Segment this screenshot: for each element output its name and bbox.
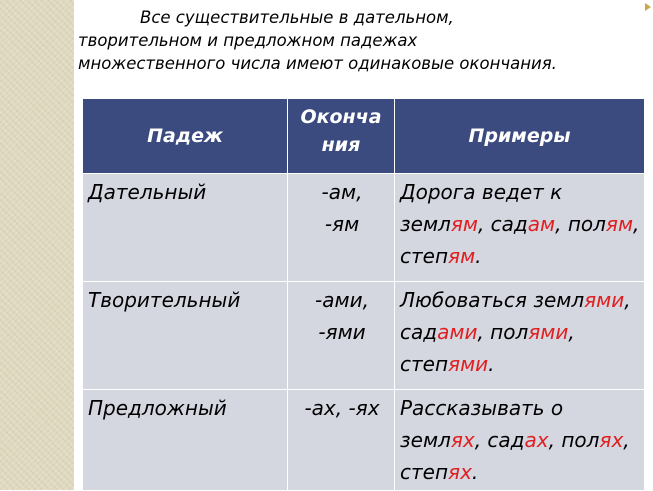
example-word-ending: ах: [524, 428, 549, 452]
example-word-ending: ям: [448, 244, 476, 268]
endings-table: [82, 98, 645, 491]
example-word-stem: сад: [487, 428, 525, 452]
example-cell: [395, 390, 645, 491]
example-separator: ,: [568, 320, 575, 344]
table-row: [83, 282, 645, 390]
example-separator: .: [475, 244, 482, 268]
ending-cell: -ам, -ям: [288, 174, 395, 282]
example-word-ending: ями: [528, 320, 569, 344]
example-word-ending: ям: [605, 212, 634, 236]
example-word-stem: пол: [561, 428, 600, 452]
example-cell: [395, 282, 645, 390]
example-word-ending: ями: [448, 352, 489, 376]
example-separator: ,: [474, 428, 488, 452]
example-lead: Рассказывать о: [400, 396, 564, 420]
example-word-stem: степ: [400, 460, 449, 484]
example-word-stem: степ: [400, 352, 449, 376]
example-word-stem: сад: [400, 320, 438, 344]
example-word-ending: ях: [450, 428, 475, 452]
example-word-ending: ям: [450, 212, 478, 236]
example-lead: Дорога ведет к: [400, 180, 563, 204]
example-cell: [395, 174, 645, 282]
example-separator: .: [488, 352, 495, 376]
example-separator: ,: [477, 212, 491, 236]
example-word-stem: пол: [567, 212, 606, 236]
example-word-stem: земл: [400, 428, 451, 452]
table-row: [83, 174, 645, 282]
example-word-stem: земл: [400, 212, 451, 236]
example-lead: Любоваться: [400, 288, 534, 312]
table-header-row: [83, 99, 645, 174]
example-word-ending: ях: [599, 428, 624, 452]
example-separator: ,: [555, 212, 568, 236]
table-row: [83, 390, 645, 491]
example-word-ending: ях: [448, 460, 472, 484]
example-separator: ,: [623, 428, 630, 452]
ending-cell: -ами, -ями: [288, 282, 395, 390]
example-word-stem: сад: [490, 212, 528, 236]
header-endings-label: Оконча ния: [300, 106, 382, 156]
example-separator: ,: [633, 212, 640, 236]
example-word-stem: пол: [490, 320, 529, 344]
case-name-cell: Дательный: [83, 174, 288, 282]
case-name-cell: Творительный: [83, 282, 288, 390]
example-separator: ,: [477, 320, 491, 344]
example-word-stem: земл: [533, 288, 585, 312]
intro-text: Все существительные в дательном, творительном и предложном падежах множественного числа имеют одинаковые окончания.: [78, 8, 557, 73]
header-endings: [288, 99, 395, 174]
example-word-ending: ам: [527, 212, 556, 236]
example-separator: ,: [548, 428, 562, 452]
example-word-ending: ами: [437, 320, 478, 344]
ending-cell: -ах, -ях: [288, 390, 395, 491]
example-separator: .: [471, 460, 479, 484]
decorative-side-strip: [0, 0, 74, 490]
example-word-ending: ями: [584, 288, 625, 312]
header-examples: Примеры: [395, 99, 645, 174]
header-case: Падеж: [83, 99, 288, 174]
case-name-cell: Предложный: [83, 390, 288, 491]
example-separator: ,: [624, 288, 631, 312]
example-word-stem: степ: [400, 244, 449, 268]
